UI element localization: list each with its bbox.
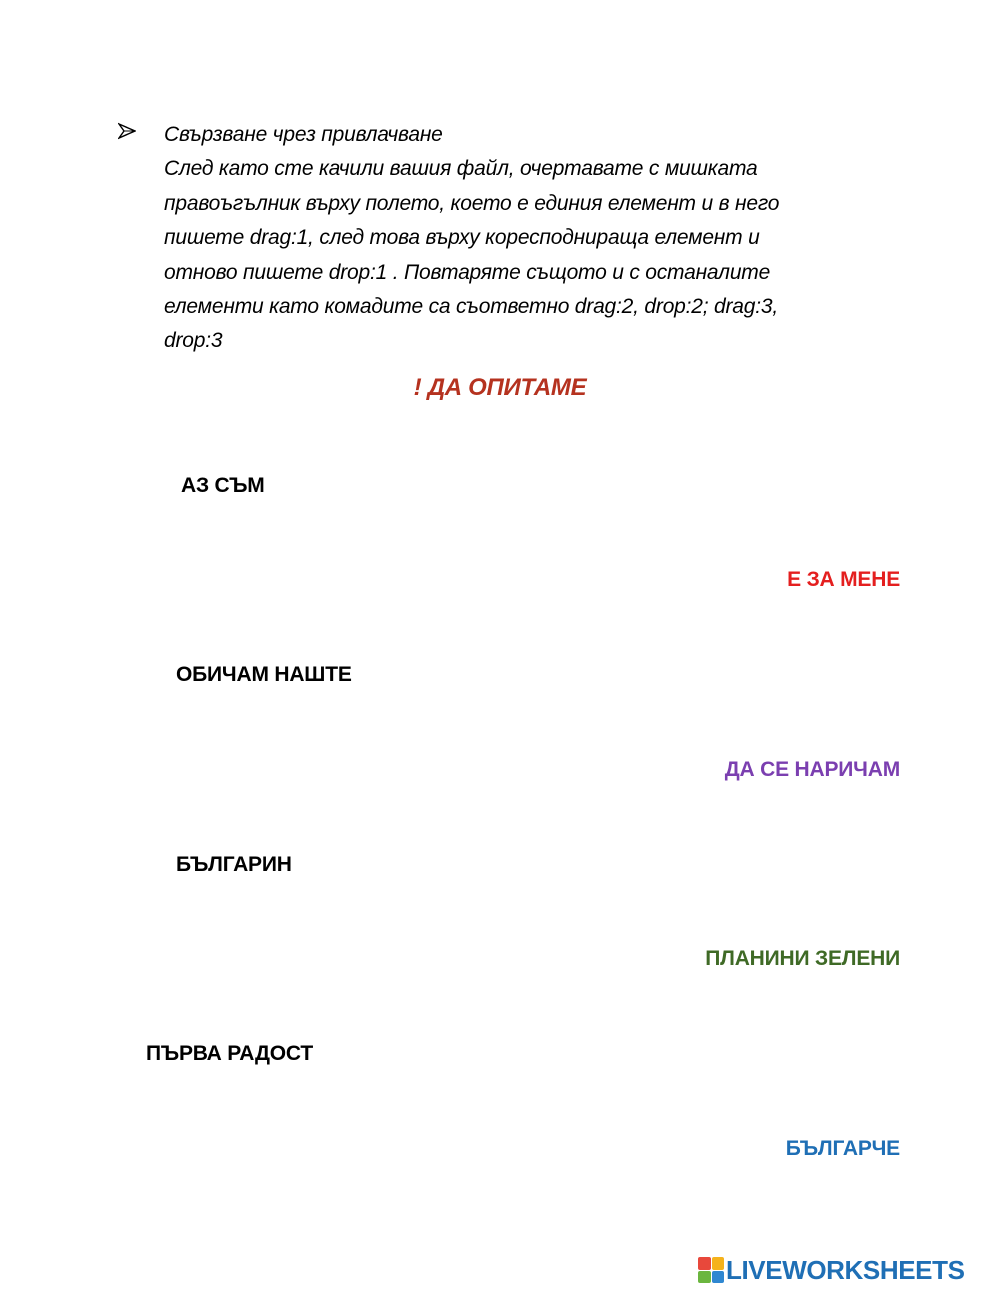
drag-item-2[interactable]: ОБИЧАМ НАШТЕ <box>176 663 352 686</box>
drop-item-4[interactable]: БЪЛГАРЧЕ <box>785 1137 900 1160</box>
page-heading: ! ДА ОПИТАМЕ <box>413 374 587 401</box>
drag-item-4[interactable]: ПЪРВА РАДОСТ <box>146 1042 313 1065</box>
logo-cube-icon <box>698 1257 724 1283</box>
drop-item-3[interactable]: ПЛАНИНИ ЗЕЛЕНИ <box>705 947 900 970</box>
drag-item-3[interactable]: БЪЛГАРИН <box>176 853 292 876</box>
logo-text: LIVEWORKSHEETS <box>726 1254 965 1285</box>
instructions-text: Свързване чрез привлачване След като сте качили вашия файл, очертавате с мишката правоъгълник върху полето, което е единия елемент и в него пишете drag:1, след това върху коресподнираща елемент и отново пишете drop:1 . Повтаряте същото и с останалите елементи като комадите са съответно drag:2, drop:2; drag:3, drop:3 <box>164 123 780 353</box>
arrowhead-bullet-icon <box>118 122 136 140</box>
drop-item-2[interactable]: ДА СЕ НАРИЧАМ <box>724 758 900 781</box>
drop-item-1[interactable]: Е ЗА МЕНЕ <box>787 568 900 591</box>
drag-item-1[interactable]: АЗ СЪМ <box>181 474 265 497</box>
liveworksheets-logo <box>698 1254 965 1286</box>
